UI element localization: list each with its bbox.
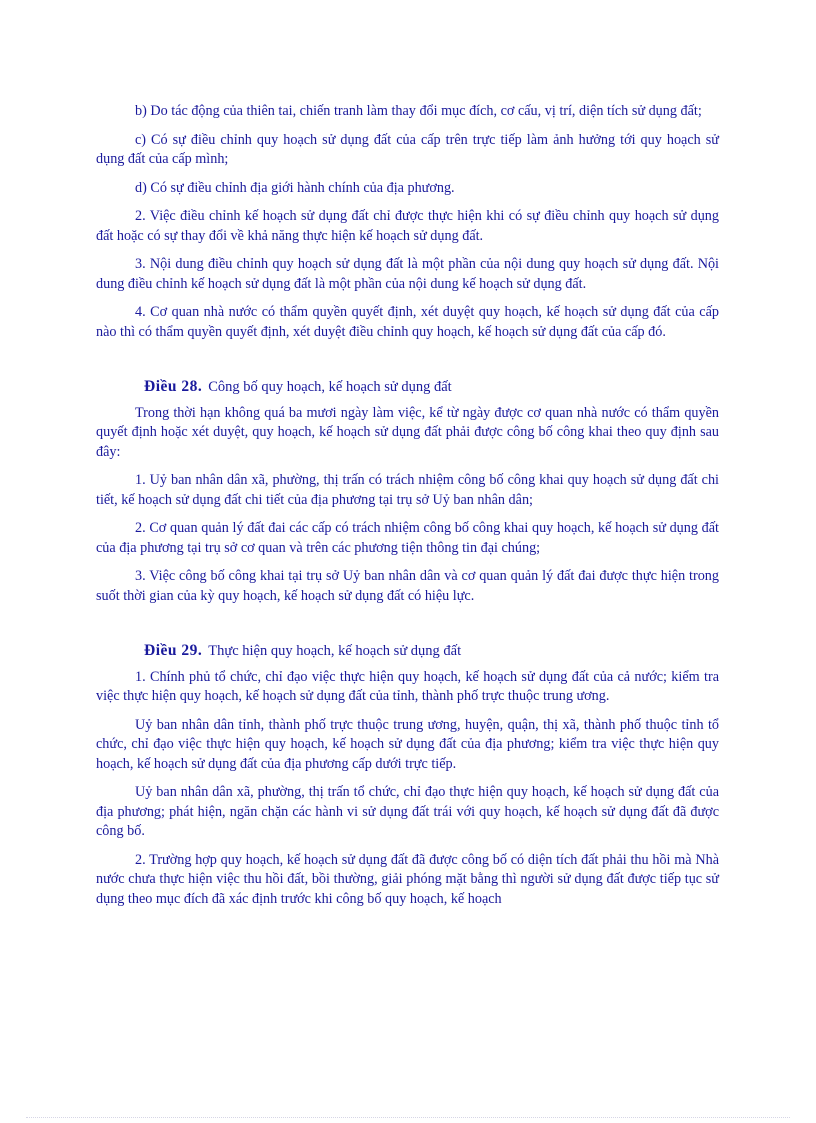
document-page xyxy=(96,102,719,918)
paragraph: 4. Cơ quan nhà nước có thẩm quyền quyết định, xét duyệt quy hoạch, kế hoạch sử dụng đất của cấp nào thì có thẩm quyền quyết định, xét duyệt điều chỉnh quy hoạch, kế hoạch sử dụng đất của cấp đó. xyxy=(96,304,719,340)
article-title: Thực hiện quy hoạch, kế hoạch sử dụng đất xyxy=(208,643,462,659)
article-heading xyxy=(96,641,719,662)
paragraph: 1. Chính phủ tổ chức, chỉ đạo việc thực hiện quy hoạch, kế hoạch sử dụng đất của cả nước; kiểm tra việc thực hiện quy hoạch, kế hoạch sử dụng đất của tỉnh, thành phố trực thuộc trung ương. xyxy=(96,668,719,704)
paragraph: 2. Việc điều chỉnh kế hoạch sử dụng đất chỉ được thực hiện khi có sự điều chỉnh quy hoạch sử dụng đất hoặc có sự thay đổi về khả năng thực hiện kế hoạch sử dụng đất. xyxy=(96,208,719,244)
paragraph: Trong thời hạn không quá ba mươi ngày làm việc, kể từ ngày được cơ quan nhà nước có thẩm quyền quyết định hoặc xét duyệt, quy hoạch, kế hoạch sử dụng đất phải được công bố công khai theo quy định sau đây: xyxy=(96,404,719,460)
paragraph: Uỷ ban nhân dân xã, phường, thị trấn tổ chức, chỉ đạo thực hiện quy hoạch, kế hoạch sử dụng đất của địa phương; phát hiện, ngăn chặn các hành vi sử dụng đất trái với quy hoạch, kế hoạch sử dụng đất đã được công bố. xyxy=(96,784,719,839)
paragraph: b) Do tác động của thiên tai, chiến tranh làm thay đổi mục đích, cơ cấu, vị trí, diện tích sử dụng đất; xyxy=(135,103,702,119)
paragraph: 2. Cơ quan quản lý đất đai các cấp có trách nhiệm công bố công khai quy hoạch, kế hoạch sử dụng đất của địa phương tại trụ sở cơ quan và trên các phương tiện thông tin đại chúng; xyxy=(96,520,719,556)
section-continuation xyxy=(96,102,719,342)
paragraph: c) Có sự điều chỉnh quy hoạch sử dụng đất của cấp trên trực tiếp làm ảnh hưởng tới quy hoạch sử dụng đất của cấp mình; xyxy=(96,131,719,167)
article-heading xyxy=(96,377,719,398)
paragraph: 2. Trường hợp quy hoạch, kế hoạch sử dụng đất đã được công bố có diện tích đất phải thu hồi mà Nhà nước chưa thực hiện việc thu hồi đất, bồi thường, giải phóng mặt bằng thì người sử dụng đất được tiếp tục sử dụng theo mục đích đã xác định trước khi công bố quy hoạch, kế hoạch xyxy=(96,851,719,907)
paragraph: 3. Nội dung điều chỉnh quy hoạch sử dụng đất là một phần của nội dung quy hoạch sử dụng đất. Nội dung điều chỉnh kế hoạch sử dụng đất là một phần của nội dung kế hoạch sử dụng đất. xyxy=(96,256,719,292)
article-number: Điều 29. xyxy=(144,642,203,659)
paragraph: d) Có sự điều chỉnh địa giới hành chính của địa phương. xyxy=(135,179,455,196)
paragraph: 1. Uỷ ban nhân dân xã, phường, thị trấn có trách nhiệm công bố công khai quy hoạch sử dụng đất chi tiết, kế hoạch sử dụng đất chi tiết của địa phương tại trụ sở Uỷ ban nhân dân; xyxy=(96,472,719,508)
article-number: Điều 28. xyxy=(144,378,203,395)
paragraph: Uỷ ban nhân dân tỉnh, thành phố trực thuộc trung ương, huyện, quận, thị xã, thành phố thuộc tỉnh tổ chức, chỉ đạo việc thực hiện quy hoạch, kế hoạch sử dụng đất của địa phương; kiểm tra việc thực hiện quy hoạch, kế hoạch sử dụng đất của địa phương cấp dưới trực tiếp. xyxy=(96,716,719,772)
article-title: Công bố quy hoạch, kế hoạch sử dụng đất xyxy=(208,379,452,395)
paragraph: 3. Việc công bố công khai tại trụ sở Uỷ ban nhân dân và cơ quan quản lý đất đai được thực hiện trong suốt thời gian của kỳ quy hoạch, kế hoạch sử dụng đất có hiệu lực. xyxy=(96,568,719,604)
article-29 xyxy=(96,641,719,909)
page-bottom-rule xyxy=(26,1117,790,1118)
article-28 xyxy=(96,377,719,606)
